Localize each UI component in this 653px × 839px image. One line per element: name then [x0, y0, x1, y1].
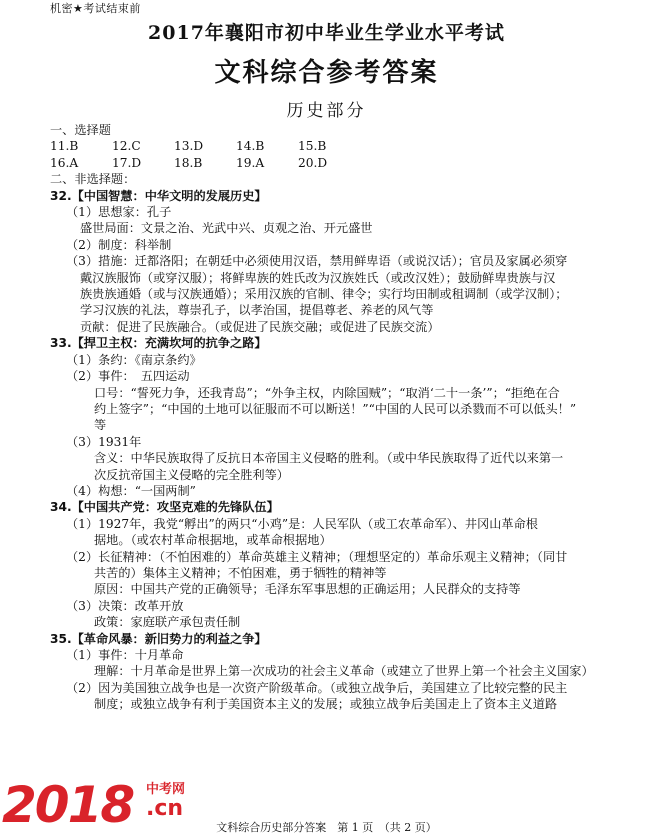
answer-line: （1）条约：《南京条约》 [66, 352, 202, 367]
choice-row-1 [50, 138, 610, 154]
answer-line: 族贵族通婚（或与汉族通婚）；采用汉族的官制、律令；实行均田制或租调制（或学汉制）； [80, 287, 568, 302]
choice-answer: 16.A [50, 155, 79, 170]
answer-line: 据地。（或农村革命根据地，或革命根据地） [94, 533, 332, 548]
question-heading: 35.【革命风暴：新旧势力的利益之争】 [50, 631, 267, 646]
question-heading: 34.【中国共产党：攻坚克难的先锋队伍】 [50, 500, 279, 515]
answer-line: （3）决策：改革开放 [66, 598, 184, 613]
answer-line: （3）1931年 [66, 434, 142, 449]
question-heading: 33.【捍卫主权：充满坎坷的抗争之路】 [50, 336, 267, 351]
logo-site: 中考网 [146, 782, 186, 797]
choice-heading: 一、选择题 [50, 123, 111, 137]
answer-line: （2）事件： 五四运动 [66, 369, 190, 384]
answer-line: （3）措施：迁都洛阳；在朝廷中必须使用汉语，禁用鲜卑语（或说汉话）；官员及家属必须穿 [66, 254, 568, 269]
answer-line: 约上签字”；“中国的土地可以征服而不可以断送！”“中国的人民可以杀戮而不可以低头！” [94, 401, 577, 416]
logo-number: 2018 [2, 776, 134, 834]
answer-line: 政策：家庭联产承包责任制 [94, 615, 241, 630]
answer-line: （2）因为美国独立战争也是一次资产阶级革命。（或独立战争后，美国建立了比较完整的民主 [66, 680, 568, 695]
page-footer: 文科综合历史部分答案 第 1 页 （共 2 页） [216, 821, 437, 834]
answer-line: （1）事件：十月革命 [66, 648, 184, 662]
logo-domain: .cn [146, 796, 184, 821]
exam-title: 2017年襄阳市初中毕业生学业水平考试 [148, 22, 505, 44]
answers-title: 文科综合参考答案 [214, 58, 439, 88]
choice-answer: 13.D [174, 139, 204, 154]
answer-line: 贡献：促进了民族融合。（或促进了民族交融；或促进了民族交流） [80, 319, 440, 334]
answer-content [50, 122, 610, 713]
question-heading: 32.【中国智慧：中华文明的发展历史】 [50, 188, 267, 203]
answer-line: （4）构想：“一国两制” [66, 483, 196, 498]
answer-line: 理解：十月革命是世界上第一次成功的社会主义革命（或建立了世界上第一个社会主义国家） [94, 664, 594, 679]
answer-line: 共苦的）集体主义精神；不怕困难，勇于牺牲的精神等 [94, 565, 387, 580]
answer-lines [50, 188, 610, 713]
nonchoice-heading: 二、非选择题： [50, 172, 136, 187]
answer-line: 戴汉族服饰（或穿汉服）；将鲜卑族的姓氏改为汉族姓氏（或改汉姓）；鼓励鲜卑贵族与汉 [80, 270, 556, 285]
answer-line: （1）1927年，我党“孵出”的两只“小鸡”是：人民军队（或工农革命军）、井冈山革命根 [66, 516, 538, 531]
choice-answer: 14.B [236, 139, 265, 154]
answer-line: 学习汉族的礼法，尊崇孔子，以孝治国，提倡尊老、养老的风气等 [80, 303, 434, 318]
answer-line: （2）长征精神：（不怕困难的）革命英雄主义精神；（理想坚定的）革命乐观主义精神；（同甘 [66, 549, 568, 564]
choice-answer: 11.B [50, 139, 79, 154]
answer-line: 含义：中华民族取得了反抗日本帝国主义侵略的胜利。（或中华民族取得了近代以来第一 [94, 451, 564, 466]
answer-line: 等 [94, 418, 107, 433]
answer-line: 口号：“誓死力争，还我青岛”；“外争主权，内除国贼”；“取消‘二十一条’”；“拒绝在合 [94, 385, 560, 400]
answer-line: 原因：中国共产党的正确领导；毛泽东军事思想的正确运用；人民群众的支持等 [94, 582, 521, 597]
choice-answer: 15.B [298, 139, 327, 154]
answer-line: 次反抗帝国主义侵略的完全胜利等） [94, 467, 289, 482]
choice-answer: 20.D [298, 155, 328, 170]
answer-line: （1）思想家：孔子 [66, 205, 172, 220]
answer-line: 盛世局面：文景之治、光武中兴、贞观之治、开元盛世 [80, 221, 373, 236]
part-title: 历史部分 [286, 101, 367, 121]
answer-line: （2）制度：科举制 [66, 237, 172, 252]
choice-answer: 12.C [112, 139, 141, 154]
choice-answer: 18.B [174, 155, 203, 170]
choice-answer: 19.A [236, 155, 265, 170]
choice-answer: 17.D [112, 155, 142, 170]
answer-line: 制度；或独立战争有利于美国资本主义的发展；或独立战争后美国走上了资本主义道路 [94, 697, 558, 712]
confidential-label: 机密★考试结束前 [50, 2, 141, 15]
choice-row-2 [50, 155, 610, 171]
